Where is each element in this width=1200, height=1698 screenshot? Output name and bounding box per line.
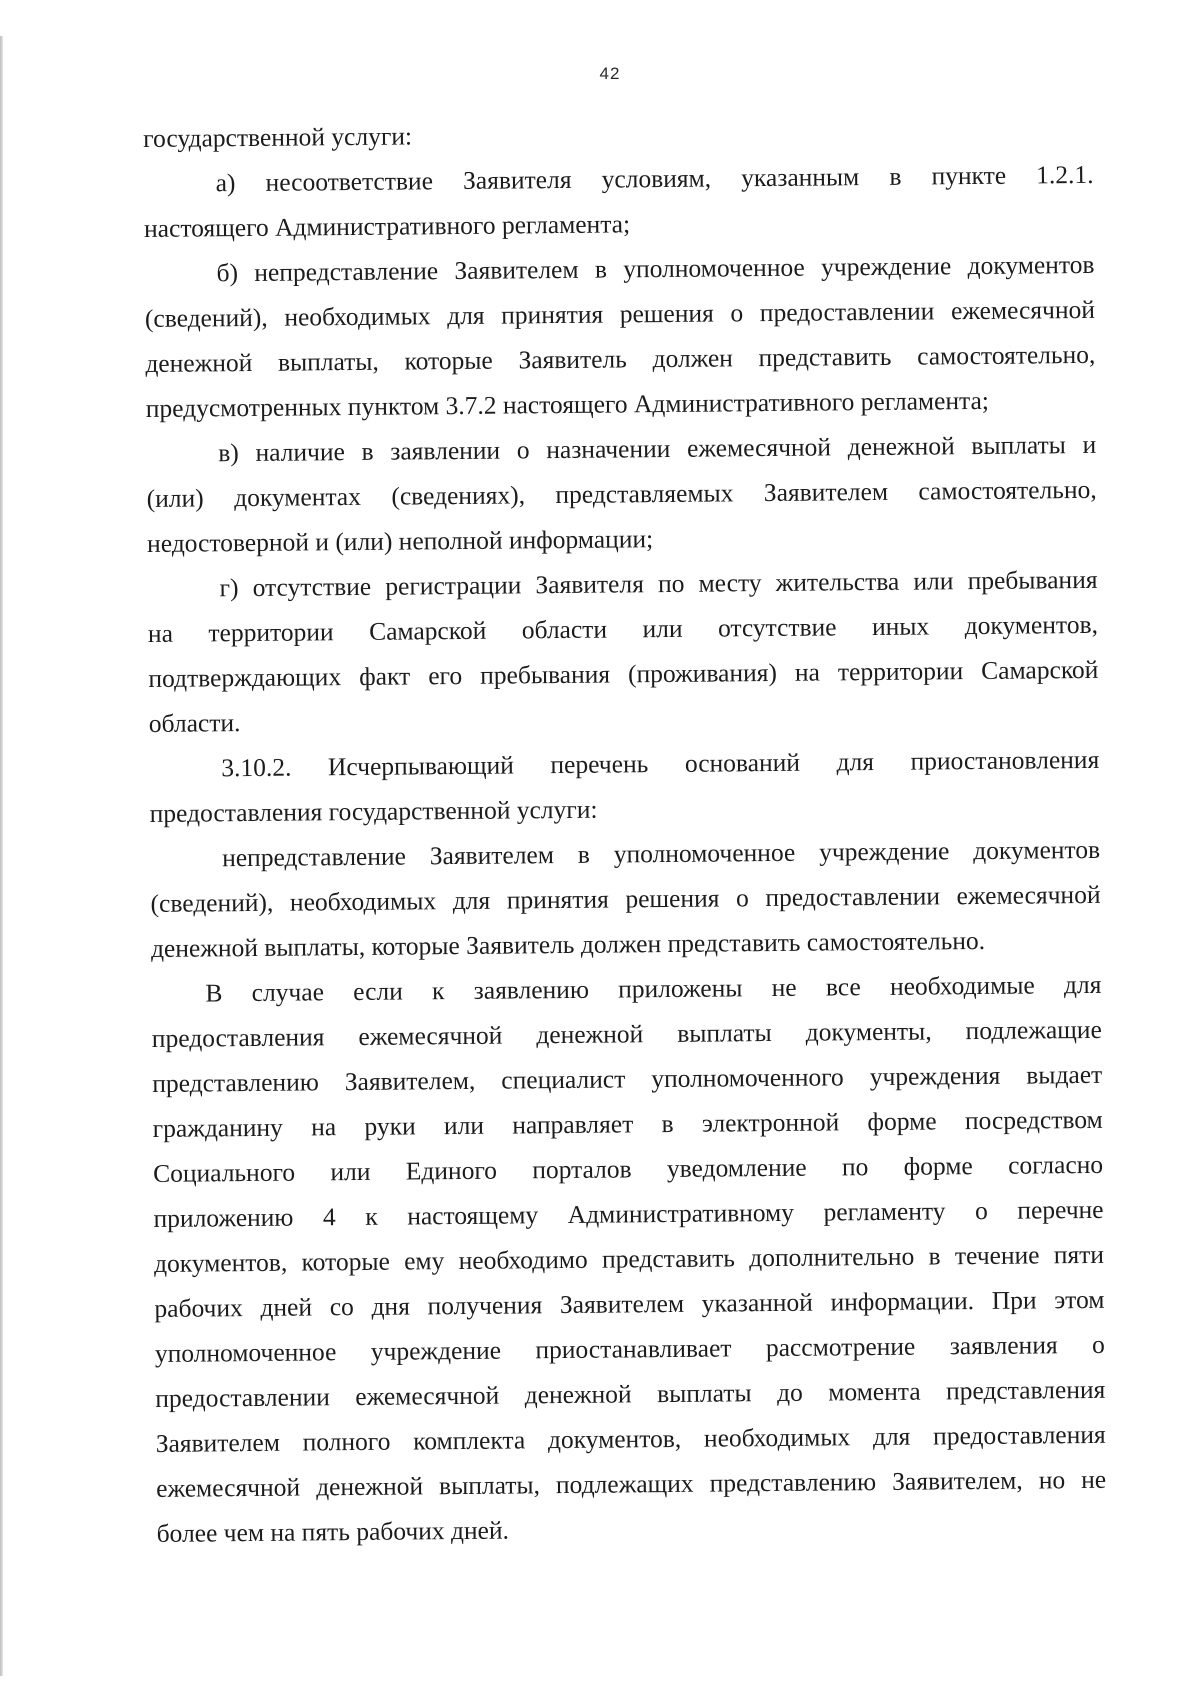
text-line: денежной выплаты, которые Заявитель должен представить самостоятельно. [150, 925, 986, 963]
text-line: г) отсутствие регистрации Заявителя по месту жительства или пребывания [219, 564, 1098, 603]
text-line: на территории Самарской области или отсутствие иных документов, [147, 609, 1099, 648]
text-line: области. [148, 708, 241, 738]
text-line: денежной выплаты, которые Заявитель должен представить самостоятельно, [145, 339, 1096, 378]
text-line: (сведений), необходимых для принятия решения о предоставлении ежемесячной [150, 879, 1101, 918]
text-line: б) непредставление Заявителем в уполномоченное учреждение документов [216, 249, 1095, 288]
text-line: предоставления ежемесячной денежной выплаты документы, подлежащие [151, 1014, 1102, 1053]
document-body [143, 107, 1107, 1556]
text-line: ежемесячной денежной выплаты, подлежащих представлению Заявителем, но не [156, 1464, 1107, 1503]
text-line: государственной услуги: [143, 121, 413, 153]
text-line: настоящего Административного регламента; [143, 209, 631, 243]
text-line: недостоверной и (или) неполной информации; [146, 524, 654, 558]
text-line: гражданину на руки или направляет в электронной форме посредством [152, 1104, 1103, 1143]
text-line: документов, которые ему необходимо представить дополнительно в течение пяти [153, 1239, 1105, 1278]
text-line: предоставления государственной услуги: [149, 794, 598, 828]
text-line: а) несоответствие Заявителя условиям, указанным в пункте 1.2.1. [215, 159, 1094, 198]
text-line: уполномоченное учреждение приостанавливает рассмотрение заявления о [154, 1329, 1105, 1368]
text-line: подтверждающих факт его пребывания (проживания) на территории Самарской [148, 654, 1099, 693]
scan-left-edge [0, 36, 3, 1676]
text-line: (или) документах (сведениях), представляемых Заявителем самостоятельно, [146, 474, 1097, 513]
text-line: непредставление Заявителем в уполномоченное учреждение документов [221, 834, 1101, 873]
text-line: (сведений), необходимых для принятия решения о предоставлении ежемесячной [144, 294, 1096, 333]
text-line: предоставлении ежемесячной денежной выплаты до момента представления [155, 1374, 1106, 1413]
text-line: В случае если к заявлению приложены не все необходимые для [205, 969, 1102, 1008]
text-line: более чем на пять рабочих дней. [156, 1515, 510, 1548]
text-line: приложению 4 к настоящему Административному регламенту о перечне [153, 1194, 1104, 1233]
text-line: Социального или Единого порталов уведомление по форме согласно [153, 1149, 1104, 1188]
text-line: предусмотренных пунктом 3.7.2 настоящего Административного регламента; [145, 385, 990, 423]
text-line: представлению Заявителем, специалист уполномоченного учреждения выдает [152, 1059, 1103, 1098]
text-line: Заявителем полного комплекта документов, необходимых для предоставления [155, 1419, 1106, 1458]
text-line: 3.10.2. Исчерпывающий перечень оснований для приостановления [221, 744, 1100, 783]
text-line: рабочих дней со дня получения Заявителем указанной информации. При этом [154, 1284, 1105, 1323]
page-number: 42 [599, 64, 621, 83]
text-line: в) наличие в заявлении о назначении ежемесячной денежной выплаты и [218, 429, 1097, 468]
